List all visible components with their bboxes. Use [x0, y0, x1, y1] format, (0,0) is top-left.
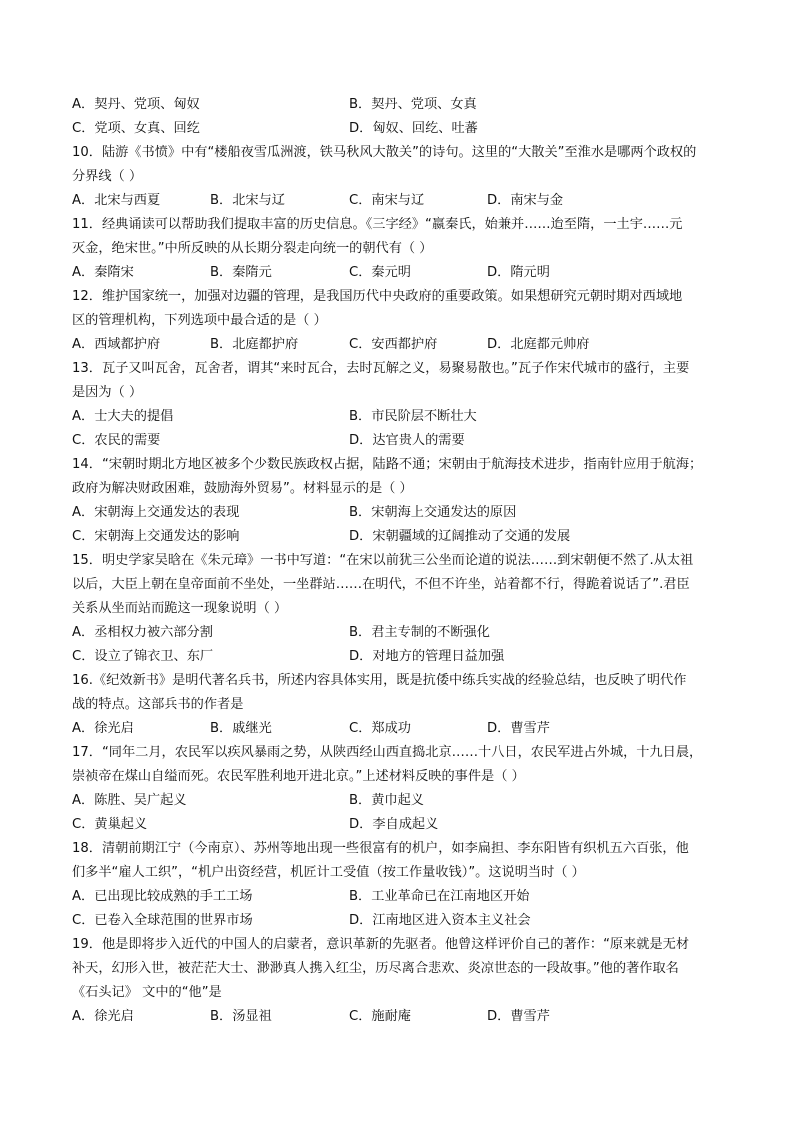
q12-option-a: A．西域都护府	[72, 337, 161, 352]
q17-stem-line-1: 17．“同年二月，农民军以疾风暴雨之势，从陕西经山西直捣北京……十八日，农民军进占外城，十九日晨，	[72, 745, 703, 760]
q12-option-c: C．安西都护府	[349, 337, 438, 352]
q19-stem-line-2: 补天，幻形入世，被茫茫大士、渺渺真人携入红尘，历尽离合悲欢、炎凉世态的一段故事。”他的著作取名	[72, 961, 679, 976]
q9-option-d: D．匈奴、回纥、吐蕃	[349, 121, 478, 136]
q16-stem-line-1: 16.《纪效新书》是明代著名兵书，所述内容具体实用，既是抗倭中练兵实战的经验总结，也反映了明代作	[72, 673, 687, 688]
q18-option-a: A．已出现比较成熟的手工工场	[72, 889, 253, 904]
q14-stem-line-2: 政府为解决财政困难，鼓励海外贸易”。材料显示的是（ ）	[72, 481, 413, 496]
q18-option-c: C．已卷入全球范围的世界市场	[72, 913, 253, 928]
q11-stem-line-2: 灭金，绝宋世。”中所反映的从长期分裂走向统一的朝代有（ ）	[72, 241, 433, 256]
q18-stem-line-2: 们多半“雇人工织”，“机户出资经营，机匠计工受值（按工作量收钱）”。这说明当时（ ）	[72, 865, 585, 880]
q13-stem-line-2: 是因为（ ）	[72, 385, 143, 400]
q17-option-b: B．黄巾起义	[349, 793, 424, 808]
q19-option-b: B．汤显祖	[210, 1009, 272, 1024]
q18-option-d: D．江南地区进入资本主义社会	[349, 913, 531, 928]
q13-option-d: D．达官贵人的需要	[349, 433, 465, 448]
q9-option-c: C．党项、女真、回纥	[72, 121, 200, 136]
q10-option-d: D．南宋与金	[487, 193, 564, 208]
q18-stem-line-1: 18．清朝前期江宁（今南京）、苏州等地出现一些很富有的机户，如李扁担、李东阳皆有织机五六百张，他	[72, 841, 689, 856]
q15-option-b: B．君主专制的不断强化	[349, 625, 490, 640]
q10-option-a: A．北宋与西夏	[72, 193, 161, 208]
q13-option-c: C．农民的需要	[72, 433, 161, 448]
q16-option-b: B．戚继光	[210, 721, 272, 736]
q16-option-c: C．郑成功	[349, 721, 411, 736]
q15-stem-line-3: 关系从坐而站而跪这一现象说明（ ）	[72, 601, 288, 616]
q16-option-d: D．曹雪芹	[487, 721, 550, 736]
q15-stem-line-2: 以后，大臣上朝在皇帝面前不坐处，一坐群站……在明代，不但不许坐，站着都不行，得跪着说话了”.君臣	[72, 577, 690, 592]
q17-option-a: A．陈胜、吴广起义	[72, 793, 187, 808]
q15-stem-line-1: 15．明史学家吴晗在《朱元璋》一书中写道：“在宋以前犹三公坐而论道的说法……到宋朝便不然了.从太祖	[72, 553, 694, 568]
q9-option-b: B．契丹、党项、女真	[349, 97, 477, 112]
q15-option-a: A．丞相权力被六部分割	[72, 625, 213, 640]
q19-stem-line-3: 《石头记》 文中的“他”是	[72, 985, 222, 1000]
q11-option-c: C．秦元明	[349, 265, 411, 280]
q17-option-c: C．黄巢起义	[72, 817, 148, 832]
q13-option-a: A．士大夫的提倡	[72, 409, 174, 424]
q14-option-d: D．宋朝疆域的辽阔推动了交通的发展	[349, 529, 571, 544]
q11-stem-line-1: 11．经典诵读可以帮助我们提取丰富的历史信息。《三字经》“嬴秦氏，始兼并……迨至隋，一土宇……元	[72, 217, 683, 232]
q17-option-d: D．李自成起义	[349, 817, 439, 832]
q16-stem-line-2: 战的特点。这部兵书的作者是	[72, 697, 244, 712]
q12-stem-line-1: 12．维护国家统一，加强对边疆的管理，是我国历代中央政府的重要政策。如果想研究元朝时期对西域地	[72, 289, 683, 304]
q19-option-a: A．徐光启	[72, 1009, 134, 1024]
q14-option-a: A．宋朝海上交通发达的表现	[72, 505, 240, 520]
q19-option-c: C．施耐庵	[349, 1009, 411, 1024]
q12-option-d: D．北庭都元帅府	[487, 337, 590, 352]
q14-option-c: C．宋朝海上交通发达的影响	[72, 529, 240, 544]
q11-option-b: B．秦隋元	[210, 265, 272, 280]
q19-stem-line-1: 19．他是即将步入近代的中国人的启蒙者，意识革新的先驱者。他曾这样评价自己的著作：“原来就是无材	[72, 937, 690, 952]
q13-option-b: B．市民阶层不断壮大	[349, 409, 477, 424]
q10-option-c: C．南宋与辽	[349, 193, 425, 208]
q10-stem-line-1: 10．陆游《书愤》中有“楼船夜雪瓜洲渡，铁马秋风大散关”的诗句。这里的“大散关”至淮水是哪两个政权的	[72, 145, 697, 160]
q12-option-b: B．北庭都护府	[210, 337, 299, 352]
q11-option-d: D．隋元明	[487, 265, 550, 280]
q15-option-d: D．对地方的管理日益加强	[349, 649, 505, 664]
q13-stem-line-1: 13．瓦子又叫瓦舍，瓦舍者，谓其“来时瓦合，去时瓦解之义，易聚易散也。”瓦子作宋代城市的盛行，主要	[72, 361, 690, 376]
q16-option-a: A．徐光启	[72, 721, 134, 736]
q15-option-c: C．设立了锦衣卫、东厂	[72, 649, 214, 664]
q12-stem-line-2: 区的管理机构，下列选项中最合适的是（ ）	[72, 313, 327, 328]
q18-option-b: B．工业革命已在江南地区开始	[349, 889, 530, 904]
q11-option-a: A．秦隋宋	[72, 265, 134, 280]
q17-stem-line-2: 崇祯帝在煤山自缢而死。农民军胜利地开进北京。”上述材料反映的事件是（ ）	[72, 769, 525, 784]
q19-option-d: D．曹雪芹	[487, 1009, 550, 1024]
q14-stem-line-1: 14．“宋朝时期北方地区被多个少数民族政权占据，陆路不通；宋朝由于航海技术进步，指南针应用于航海；	[72, 457, 703, 472]
q10-option-b: B．北宋与辽	[210, 193, 285, 208]
q9-option-a: A．契丹、党项、匈奴	[72, 97, 200, 112]
q14-option-b: B．宋朝海上交通发达的原因	[349, 505, 517, 520]
q10-stem-line-2: 分界线（ ）	[72, 169, 143, 184]
